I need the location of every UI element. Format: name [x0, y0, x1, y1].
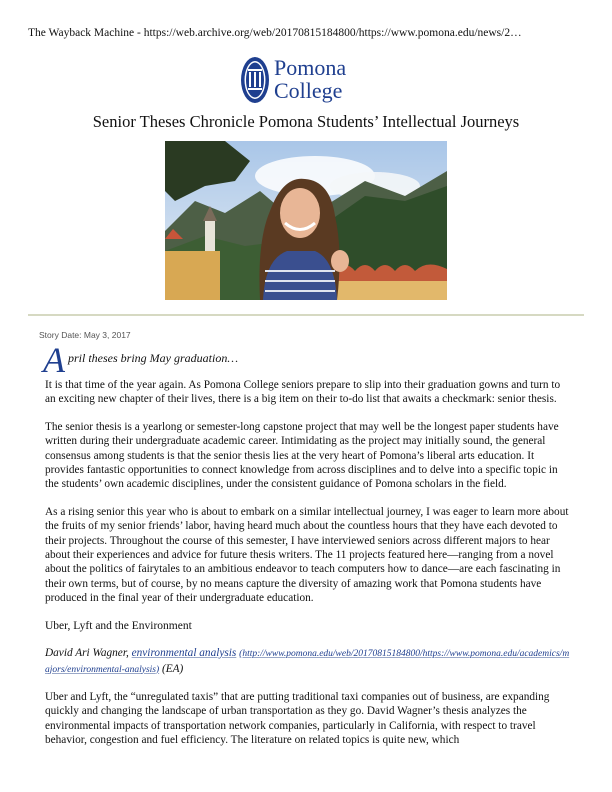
paragraph-2: The senior thesis is a yearlong or semester-long capstone project that may well be the longest paper students have written during their undergraduate academic career. Intimidating as the project may initially sound, the general consensus among students is that the senior thesis lies at the very heart of Pomona’s liberal arts education. It provides fantastic opportunities to connect knowledge from across disciplines and to delve into a specific topic in the students’ own academic disciplines, under the consistent guidance of Pomona scholars in the field.: [45, 420, 559, 491]
major-link[interactable]: environmental analysis: [131, 647, 237, 660]
author-line: [45, 646, 570, 677]
section-body: Uber and Lyft, the “unregulated taxis” that are putting traditional taxi companies out of business, are expanding quickly and changing the landscape of urban transportation as they go. David Wagner’s thesis analyzes the environmental impacts of transportation network companies, particularly in California, with respect to travel behavior, congestion and fuel efficiency. The literature on related topics is quite new, which: [45, 690, 550, 747]
story-date: Story Date: May 3, 2017: [39, 330, 131, 340]
section-divider: [28, 314, 584, 316]
pomona-college-logo[interactable]: [240, 55, 370, 107]
logo-line-2: College: [274, 78, 343, 103]
lead-text: pril theses bring May graduation…: [68, 351, 238, 365]
logo-line-1: Pomona: [274, 55, 347, 80]
drop-cap: A: [43, 340, 65, 380]
author-name: David Ari Wagner,: [45, 647, 132, 660]
paragraph-1: It is that time of the year again. As Pomona College seniors prepare to slip into their graduation gowns and turn to an exciting new chapter of their lives, there is a big item on their to-do list that awaits a checkmark: senior thesis.: [45, 379, 561, 406]
article-body: [45, 378, 570, 761]
college-seal-icon: [240, 55, 270, 105]
paragraph-3: As a rising senior this year who is about to embark on a similar intellectual journey, I was eager to learn more about the fruits of my senior friends’ labor, having heard much about the countless hours that they have each devoted to their projects. Throughout the course of this semester, I have interviewed seniors across different majors to hear about their experiences and advice for future thesis writers. The 11 projects featured here—ranging from a novel about the politics of fairytales to an ambitious endeavor to teach computers how to dance—are each fascinating in their own terms, but of course, by no means capture the diversity of amazing work that Pomona students have produced in the final year of their undergraduate education.: [45, 505, 569, 605]
section-heading: Uber, Lyft and the Environment: [45, 619, 192, 632]
major-link-url[interactable]: (http://www.pomona.edu/web/20170815184800/https://www.pomona.edu/academics/majors/environmental-analysis): [45, 649, 570, 675]
major-abbrev: (EA): [159, 662, 184, 675]
article-title: Senior Theses Chronicle Pomona Students’ Intellectual Journeys: [92, 112, 520, 131]
article-photo: [165, 141, 447, 300]
lead-line: [43, 340, 583, 380]
archive-header-url: The Wayback Machine - https://web.archive.org/web/20170815184800/https://www.pomona.edu/news/2…: [28, 27, 522, 39]
